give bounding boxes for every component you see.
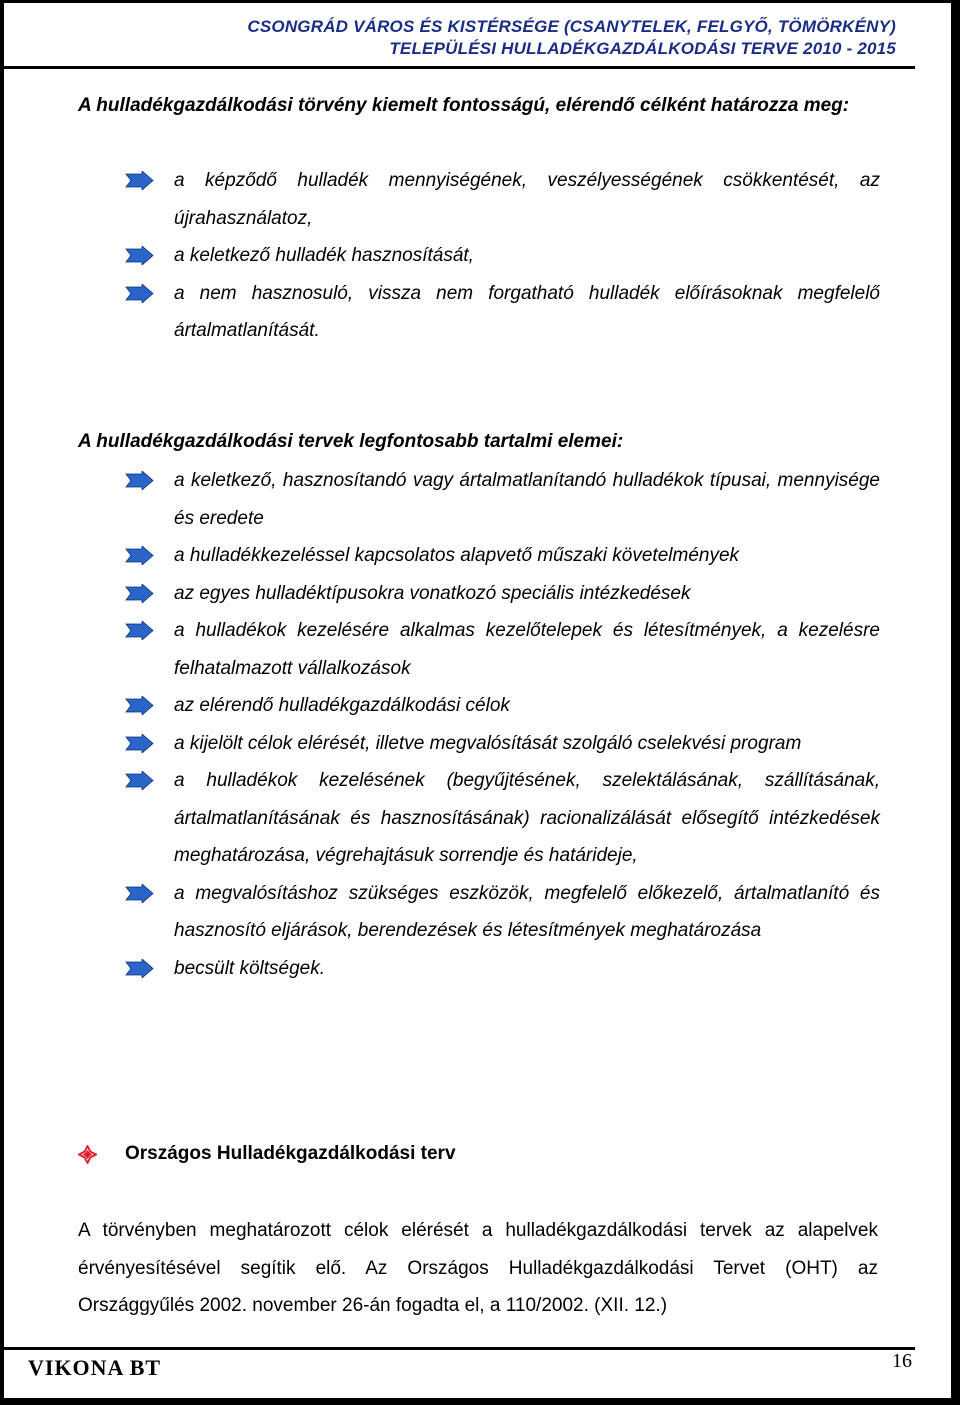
arrow-bullet-icon [124, 546, 154, 565]
plan-elements-list [122, 462, 880, 987]
plan-element-list-item [122, 687, 880, 725]
document-header [247, 16, 896, 60]
intro-paragraph [78, 87, 878, 125]
plan-element-list-item [122, 462, 880, 537]
header-divider [4, 66, 915, 69]
arrow-bullet-icon [124, 884, 154, 903]
arrow-bullet-icon [124, 959, 154, 978]
plan-element-list-item [122, 537, 880, 575]
page-border-bottom [0, 1398, 960, 1405]
plan-element-list-item-text: az elérendő hulladékgazdálkodási célok [174, 695, 510, 716]
plan-element-list-item-text: a hulladékok kezelésének (begyűjtésének, szelektálásának, szállításának, ártalmatlanításának és hasznosításának) racionalizálását elősegítő intézkedések meghatározása, végrehajtásuk sorrendje és határideje, [174, 770, 880, 866]
arrow-bullet-icon [124, 171, 154, 190]
goal-list-item [122, 275, 880, 350]
diamond-bullet-icon [78, 1145, 97, 1164]
page-border-left [0, 0, 4, 1405]
goals-list [122, 162, 880, 350]
arrow-bullet-icon [124, 284, 154, 303]
section-body: A törvényben meghatározott célok elérését a hulladékgazdálkodási tervek az alapelvek érvényesítésével segítik elő. Az Országos Hulladékgazdálkodási Tervet (OHT) az Országgyűlés 2002. november 26-án fogadta el, a 110/2002. (XII. 12.) [78, 1220, 878, 1316]
header-line-2: TELEPÜLÉSI HULLADÉKGAZDÁLKODÁSI TERVE 2010 - 2015 [389, 39, 896, 58]
arrow-bullet-icon [124, 771, 154, 790]
arrow-bullet-icon [124, 584, 154, 603]
arrow-bullet-icon [124, 696, 154, 715]
plan-element-list-item [122, 612, 880, 687]
footer-company-logo: VIKONA BT [28, 1355, 162, 1380]
arrow-bullet-icon [124, 734, 154, 753]
header-line-1: CSONGRÁD VÁROS ÉS KISTÉRSÉGE (CSANYTELEK, FELGYŐ, TÖMÖRKÉNY) [247, 17, 896, 36]
plan-element-list-item-text: a hulladékok kezelésére alkalmas kezelőtelepek és létesítmények, a kezelésre felhatalmazott vállalkozások [174, 620, 880, 679]
plan-element-list-item-text: az egyes hulladéktípusokra vonatkozó speciális intézkedések [174, 582, 691, 604]
goal-list-item [122, 237, 880, 275]
plan-element-list-item-text: a kijelölt célok elérését, illetve megvalósítását szolgáló cselekvési program [174, 732, 802, 754]
page-border-top [0, 0, 960, 3]
page-border-right [951, 0, 960, 1405]
plan-element-list-item-text: becsült költségek. [174, 957, 326, 979]
intro-text: A hulladékgazdálkodási törvény kiemelt fontosságú, elérendő célként határozza meg: [78, 95, 850, 116]
goal-list-item [122, 162, 880, 237]
arrow-bullet-icon [124, 246, 154, 265]
page-number: 16 [892, 1350, 912, 1372]
goal-list-item-text: a nem hasznosuló, vissza nem forgatható hulladék előírásoknak megfelelő ártalmatlanítását. [174, 282, 880, 341]
plan-element-list-item-text: a megvalósításhoz szükséges eszközök, megfelelő előkezelő, ártalmatlanító és hasznosító eljárások, berendezések és létesítmények meghatározása [174, 882, 880, 941]
arrow-bullet-icon [124, 471, 154, 490]
plan-element-list-item-text: a keletkező, hasznosítandó vagy ártalmatlanítandó hulladékok típusai, mennyisége és eredete [174, 470, 880, 529]
plan-element-list-item [122, 725, 880, 763]
section-title: Országos Hulladékgazdálkodási terv [125, 1143, 456, 1164]
plan-element-list-item [122, 575, 880, 613]
plan-element-list-item [122, 950, 880, 988]
footer-divider [4, 1347, 915, 1350]
plan-element-list-item [122, 762, 880, 875]
plan-elements-heading: A hulladékgazdálkodási tervek legfontosabb tartalmi elemei: [78, 431, 624, 452]
arrow-bullet-icon [124, 621, 154, 640]
goal-list-item-text: a képződő hulladék mennyiségének, veszélyességének csökkentését, az újrahasználatoz, [174, 170, 880, 229]
plan-element-list-item-text: a hulladékkezeléssel kapcsolatos alapvető műszaki követelmények [174, 545, 740, 566]
goal-list-item-text: a keletkező hulladék hasznosítását, [174, 245, 474, 266]
plan-element-list-item [122, 875, 880, 950]
